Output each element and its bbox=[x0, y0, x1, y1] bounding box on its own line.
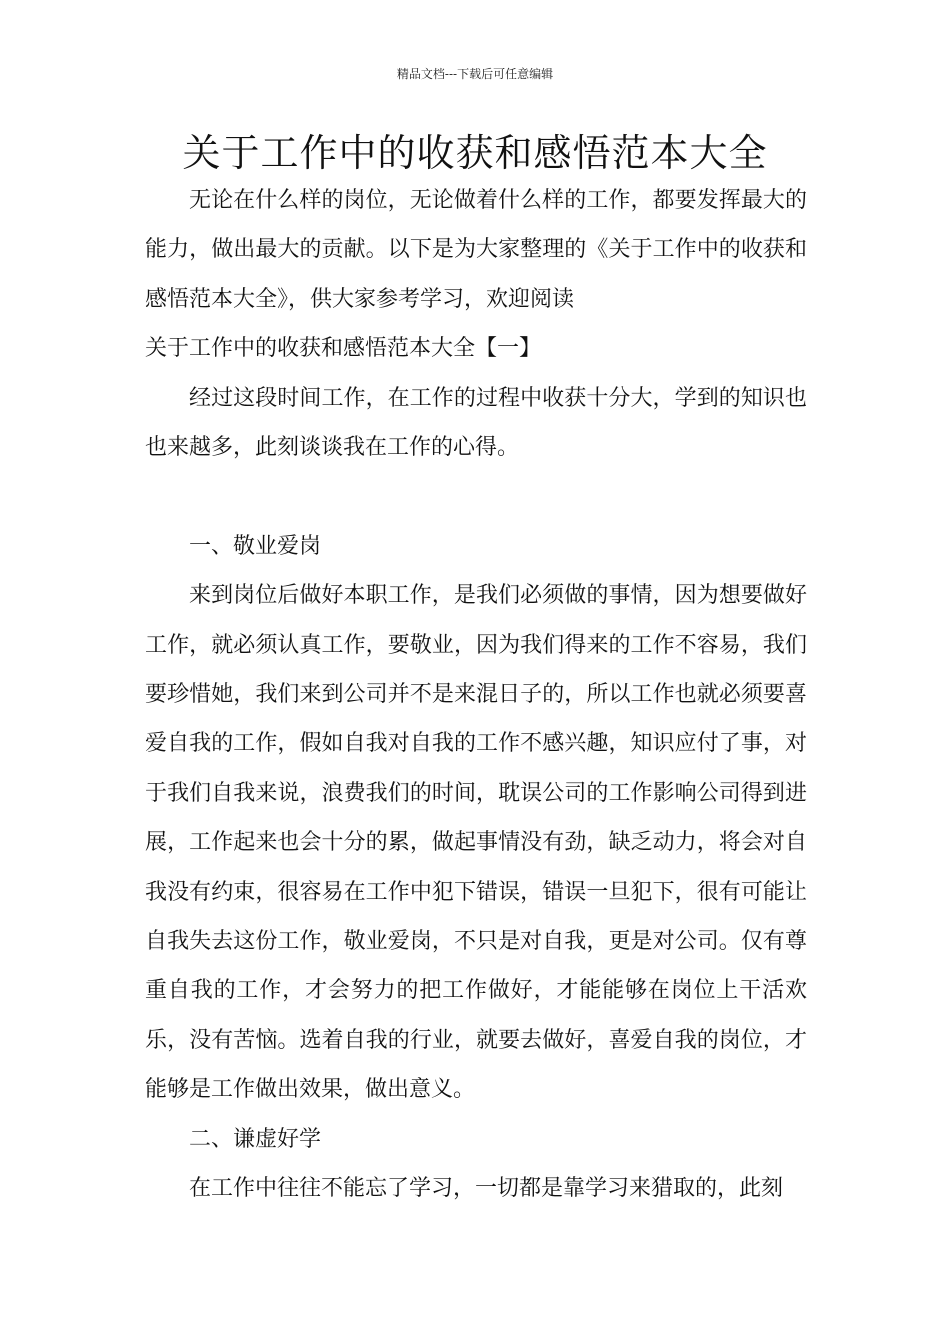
document-title: 关于工作中的收获和感悟范本大全 bbox=[182, 131, 768, 175]
paragraph-1: 经过这段时间工作，在工作的过程中收获十分大，学到的知识也也来越多，此刻谈谈我在工作的心得。 bbox=[145, 385, 807, 461]
intro-paragraph: 无论在什么样的岗位，无论做着什么样的工作，都要发挥最大的能力，做出最大的贡献。以下是为大家整理的《关于工作中的收获和感悟范本大全》，供大家参考学习，欢迎阅读 bbox=[145, 188, 807, 312]
section-title: 关于工作中的收获和感悟范本大全【一】 bbox=[145, 336, 542, 362]
paragraph-2: 来到岗位后做好本职工作，是我们必须做的事情，因为想要做好工作，就必须认真工作，要敬业，因为我们得来的工作不容易，我们要珍惜她，我们来到公司并不是来混日子的，所以工作也就必须要喜爱自我的工作，假如自我对自我的工作不感兴趣，知识应付了事，对于我们自我来说，浪费我们的时间，耽误公司的工作影响公司得到进展，工作起来也会十分的累，做起事情没有劲，缺乏动力，将会对自我没有约束，很容易在工作中犯下错误，错误一旦犯下，很有可能让自我失去这份工作，敬业爱岗，不只是对自我，更是对公司。仅有尊重自我的工作，才会努力的把工作做好，才能能够在岗位上干活欢乐，没有苦恼。选着自我的行业，就要去做好，喜爱自我的岗位，才能够是工作做出效果，做出意义。 bbox=[145, 583, 807, 1103]
header-note: 精品文档---下载后可任意编辑 bbox=[396, 67, 554, 81]
paragraph-3: 在工作中往往不能忘了学习，一切都是靠学习来猎取的，此刻 bbox=[189, 1176, 784, 1202]
document-body bbox=[145, 176, 807, 1214]
heading-1: 一、敬业爱岗 bbox=[189, 533, 322, 559]
heading-2: 二、谦虚好学 bbox=[189, 1126, 322, 1152]
blank-line bbox=[145, 472, 807, 521]
